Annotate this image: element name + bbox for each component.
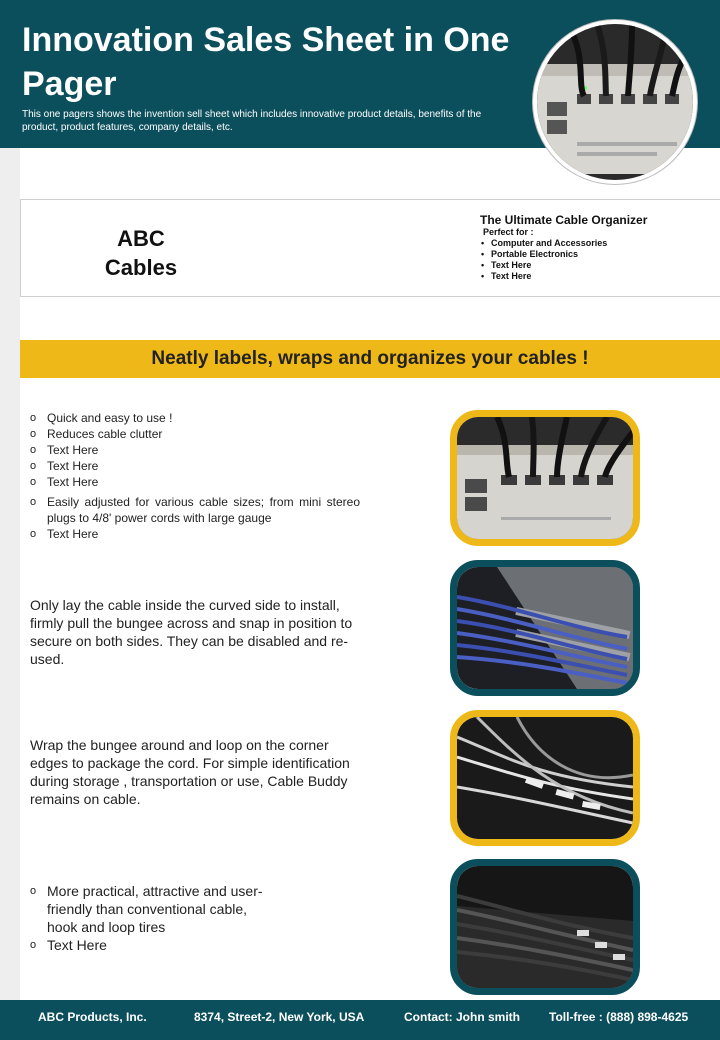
feature-title: The Ultimate Cable Organizer <box>480 213 648 227</box>
blue-cables-image <box>457 567 633 689</box>
list-item: o Text Here <box>30 936 280 954</box>
brand-name: ABC Cables <box>104 226 178 280</box>
footer-address: 8374, Street-2, New York, USA <box>194 1010 365 1024</box>
advantages-list <box>30 882 280 954</box>
footer-contact: Contact: John smith <box>404 1010 520 1024</box>
perfect-for-label: Perfect for : <box>483 227 534 237</box>
install-instructions: Only lay the cable inside the curved side to install, firmly pull the bungee across and snap in position to secure on both sides. They can be disabled and re-used. <box>30 597 353 667</box>
list-item: • Text Here <box>481 271 607 282</box>
photo-patch-panel <box>450 859 640 995</box>
list-item: • Text Here <box>481 260 607 271</box>
footer-company: ABC Products, Inc. <box>38 1010 147 1024</box>
tagline-text: Neatly labels, wraps and organizes your cables ! <box>151 348 589 369</box>
perfect-for-list <box>481 238 607 282</box>
list-item: o Text Here <box>30 474 360 490</box>
tagline-banner <box>20 340 720 378</box>
ethernet-ports-image <box>457 417 633 539</box>
list-item: o Reduces cable clutter <box>30 426 360 442</box>
list-item: o Text Here <box>30 458 360 474</box>
benefits-list <box>30 410 360 542</box>
list-item: • Computer and Accessories <box>481 238 607 249</box>
list-item: • Portable Electronics <box>481 249 607 260</box>
list-item: o Quick and easy to use ! <box>30 410 360 426</box>
list-item: o More practical, attractive and user-friendly than conventional cable, hook and loop tires <box>30 882 280 936</box>
left-accent-strip <box>0 148 20 1000</box>
fiber-cables-image <box>457 717 633 839</box>
footer <box>0 1000 720 1040</box>
list-item: o Easily adjusted for various cable sizes; from mini stereo plugs to 4/8' power cords with large gauge <box>30 494 360 526</box>
patch-panel-image <box>457 866 633 988</box>
photo-blue-cables <box>450 560 640 696</box>
photo-ethernet-ports <box>450 410 640 546</box>
product-info-box <box>20 199 720 297</box>
list-item: o Text Here <box>30 442 360 458</box>
wrap-instructions: Wrap the bungee around and loop on the corner edges to package the cord. For simple identification during storage , transportation or use, Cable Buddy remains on cable. <box>30 737 350 807</box>
hero-photo-network-switch <box>533 20 697 184</box>
footer-tollfree: Toll-free : (888) 898-4625 <box>549 1010 689 1024</box>
page-title: Innovation Sales Sheet in One Pager <box>22 21 510 103</box>
page-subtitle: This one pagers shows the invention sell sheet which includes innovative product details, benefits of the product, product features, company details, etc. <box>22 109 482 133</box>
list-item: o Text Here <box>30 526 360 542</box>
photo-fiber-cables <box>450 710 640 846</box>
network-switch-image <box>537 24 693 180</box>
